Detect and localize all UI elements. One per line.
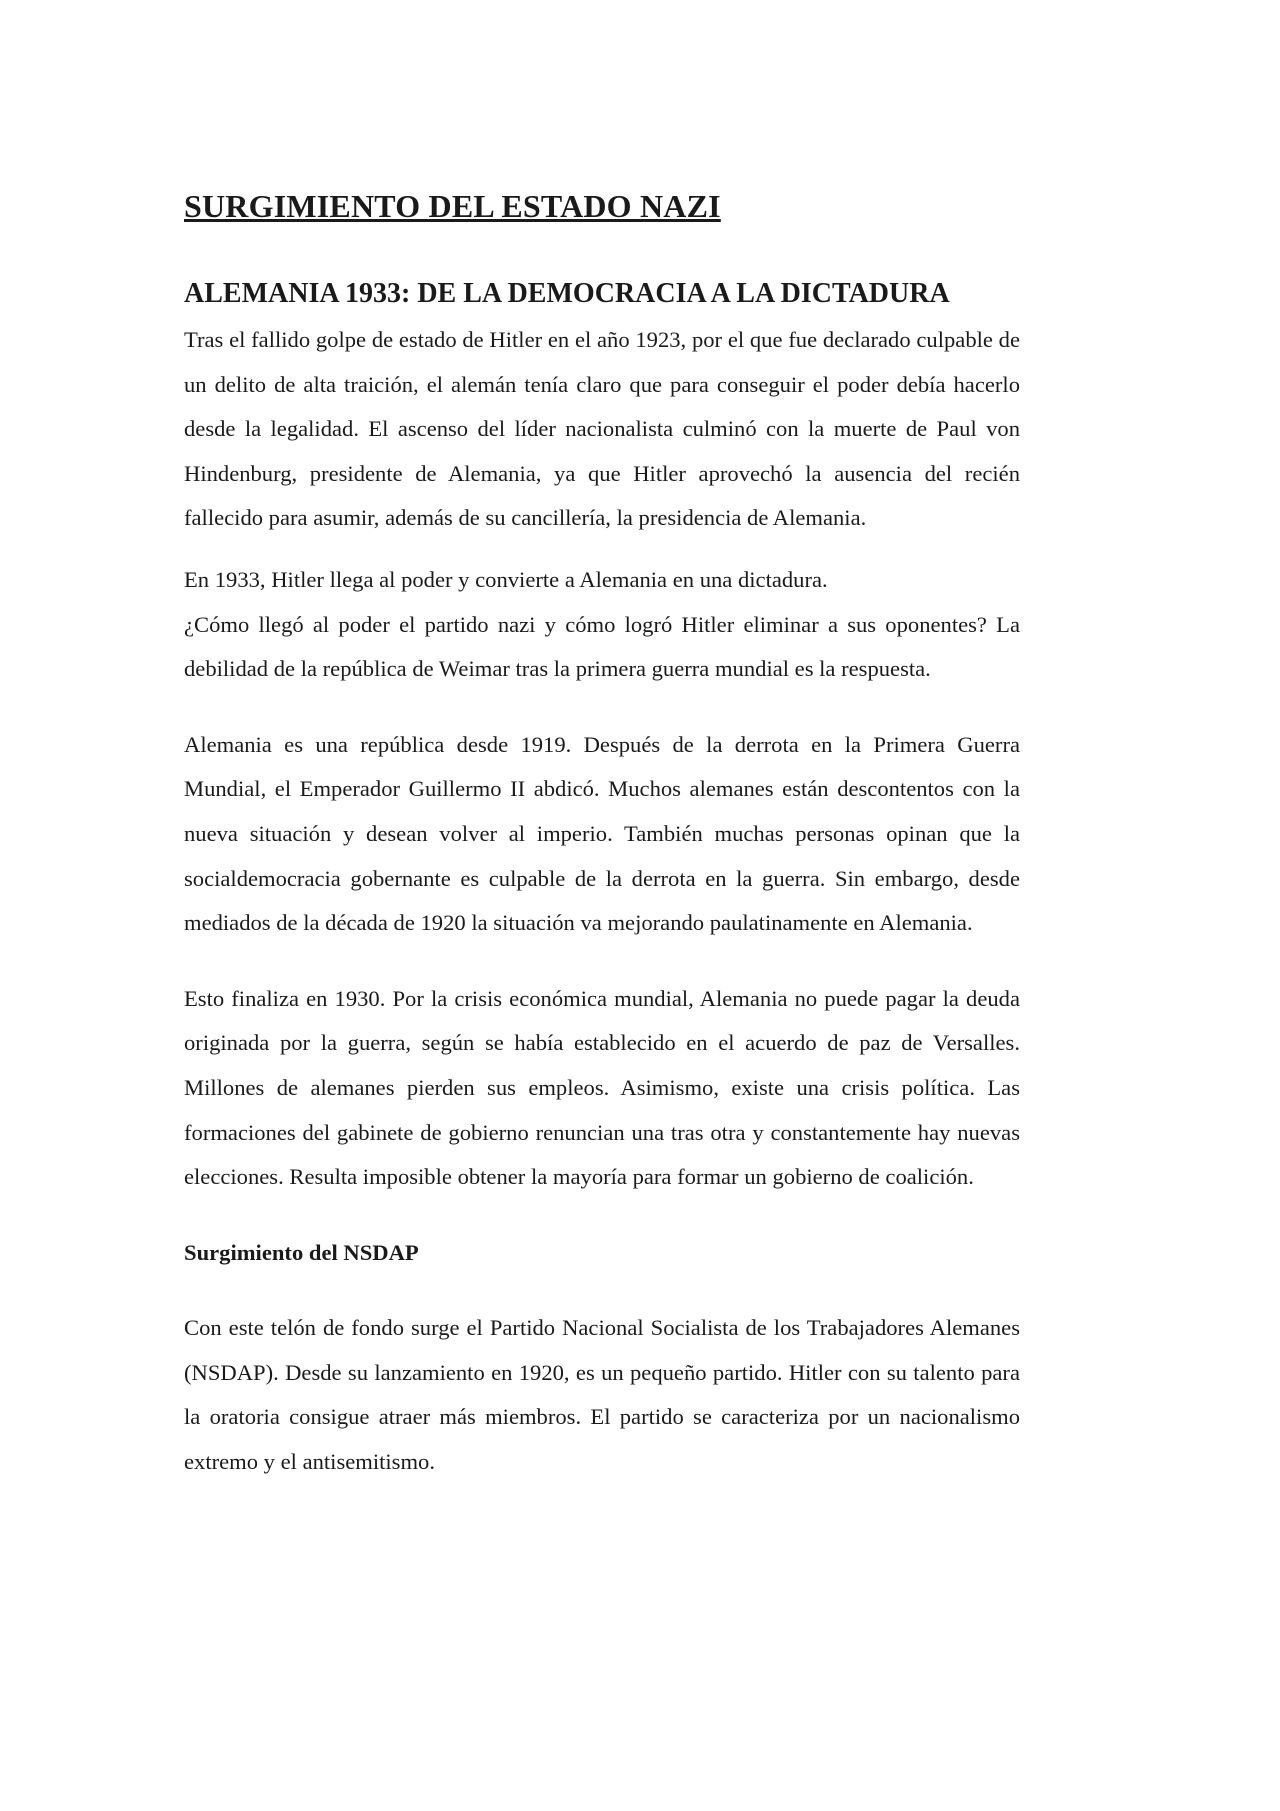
- paragraph-question: ¿Cómo llegó al poder el partido nazi y cómo logró Hitler eliminar a sus oponentes? La debilidad de la república de Weimar tras la primera guerra mundial es la respuesta.: [184, 611, 1020, 682]
- paragraph-1933: En 1933, Hitler llega al poder y convierte a Alemania en una dictadura.: [184, 566, 828, 592]
- section-heading-nsdap: Surgimiento del NSDAP: [184, 1239, 419, 1265]
- paragraph-crisis: Esto finaliza en 1930. Por la crisis económica mundial, Alemania no puede pagar la deuda originada por la guerra, según se había establecido en el acuerdo de paz de Versalles. Millones de alemanes pierden sus empleos. Asimismo, existe una crisis política. Las formaciones del gabinete de gobierno renuncian una tras otra y constantemente hay nuevas elecciones. Resulta imposible obtener la mayoría para formar un gobierno de coalición.: [184, 985, 1020, 1190]
- paragraph-nsdap: Con este telón de fondo surge el Partido Nacional Socialista de los Trabajadores Alemanes (NSDAP). Desde su lanzamiento en 1920, es un pequeño partido. Hitler con su talento para la oratoria consigue atraer más miembros. El partido se caracteriza por un nacionalismo extremo y el antisemitismo.: [184, 1315, 1020, 1475]
- paragraph-weimar: Alemania es una república desde 1919. Después de la derrota en la Primera Guerra Mundial, el Emperador Guillermo II abdicó. Muchos alemanes están descontentos con la nueva situación y desean volver al imperio. También muchas personas opinan que la socialdemocracia gobernante es culpable de la derrota en la guerra. Sin embargo, desde mediados de la década de 1920 la situación va mejorando paulatinamente en Alemania.: [184, 731, 1020, 936]
- document-body: [184, 184, 1020, 1485]
- page-title: SURGIMIENTO DEL ESTADO NAZI: [184, 188, 721, 224]
- paragraph-intro: Tras el fallido golpe de estado de Hitler en el año 1923, por el que fue declarado culpable de un delito de alta traición, el alemán tenía claro que para conseguir el poder debía hacerlo desde la legalidad. El ascenso del líder nacionalista culminó con la muerte de Paul von Hindenburg, presidente de Alemania, ya que Hitler aprovechó la ausencia del recién fallecido para asumir, además de su cancillería, la presidencia de Alemania.: [184, 327, 1020, 531]
- page-subtitle: ALEMANIA 1933: DE LA DEMOCRACIA A LA DICTADURA: [184, 278, 950, 309]
